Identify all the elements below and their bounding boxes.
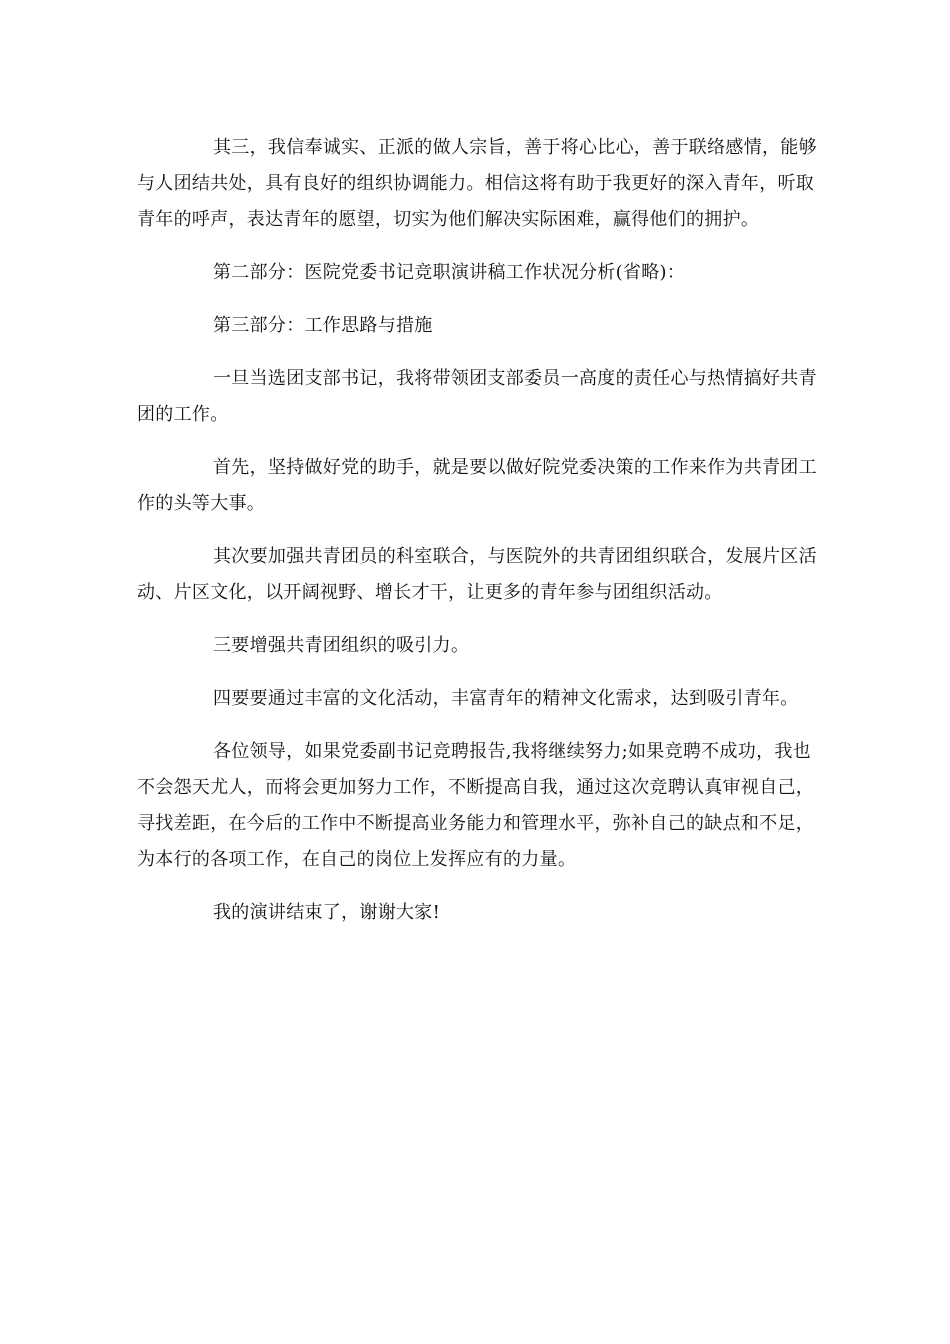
paragraph-first-measure: 首先，坚持做好党的助手，就是要以做好院党委决策的工作来作为共青团工作的头等大事。 — [137, 457, 817, 514]
paragraph-closing-remarks: 各位领导，如果党委副书记竞聘报告,我将继续努力;如果竞聘不成功，我也不会怨天尤人，而将会更加努力工作，不断提高自我，通过这次竞聘认真审视自己，寻找差距，在今后的工作中不断提高业务能力和管理水平，弥补自己的缺点和不足，为本行的各项工作，在自己的岗位上发挥应有的力量。 — [137, 741, 815, 870]
paragraph-part-two-heading: 第二部分：医院党委书记竞职演讲稿工作状况分析(省略)： — [213, 262, 686, 283]
paragraph-second-measure: 其次要加强共青团员的科室联合，与医院外的共青团组织联合，发展片区活动、片区文化，以开阔视野、增长才干，让更多的青年参与团组织活动。 — [137, 546, 817, 603]
paragraph-third-measure: 三要增强共青团组织的吸引力。 — [213, 635, 470, 656]
paragraph-thanks: 我的演讲结束了，谢谢大家! — [213, 902, 441, 923]
paragraph-commitment: 一旦当选团支部书记，我将带领团支部委员一高度的责任心与热情搞好共青团的工作。 — [137, 368, 817, 425]
paragraph-strengths: 其三，我信奉诚实、正派的做人宗旨，善于将心比心，善于联络感情，能够与人团结共处，具有良好的组织协调能力。相信这将有助于我更好的深入青年，听取青年的呼声，表达青年的愿望，切实为他们解决实际困难，赢得他们的拥护。 — [137, 137, 817, 230]
document-body — [137, 130, 817, 948]
paragraph-fourth-measure: 四要要通过丰富的文化活动，丰富青年的精神文化需求，达到吸引青年。 — [213, 688, 799, 709]
paragraph-part-three-heading: 第三部分：工作思路与措施 — [213, 315, 433, 336]
